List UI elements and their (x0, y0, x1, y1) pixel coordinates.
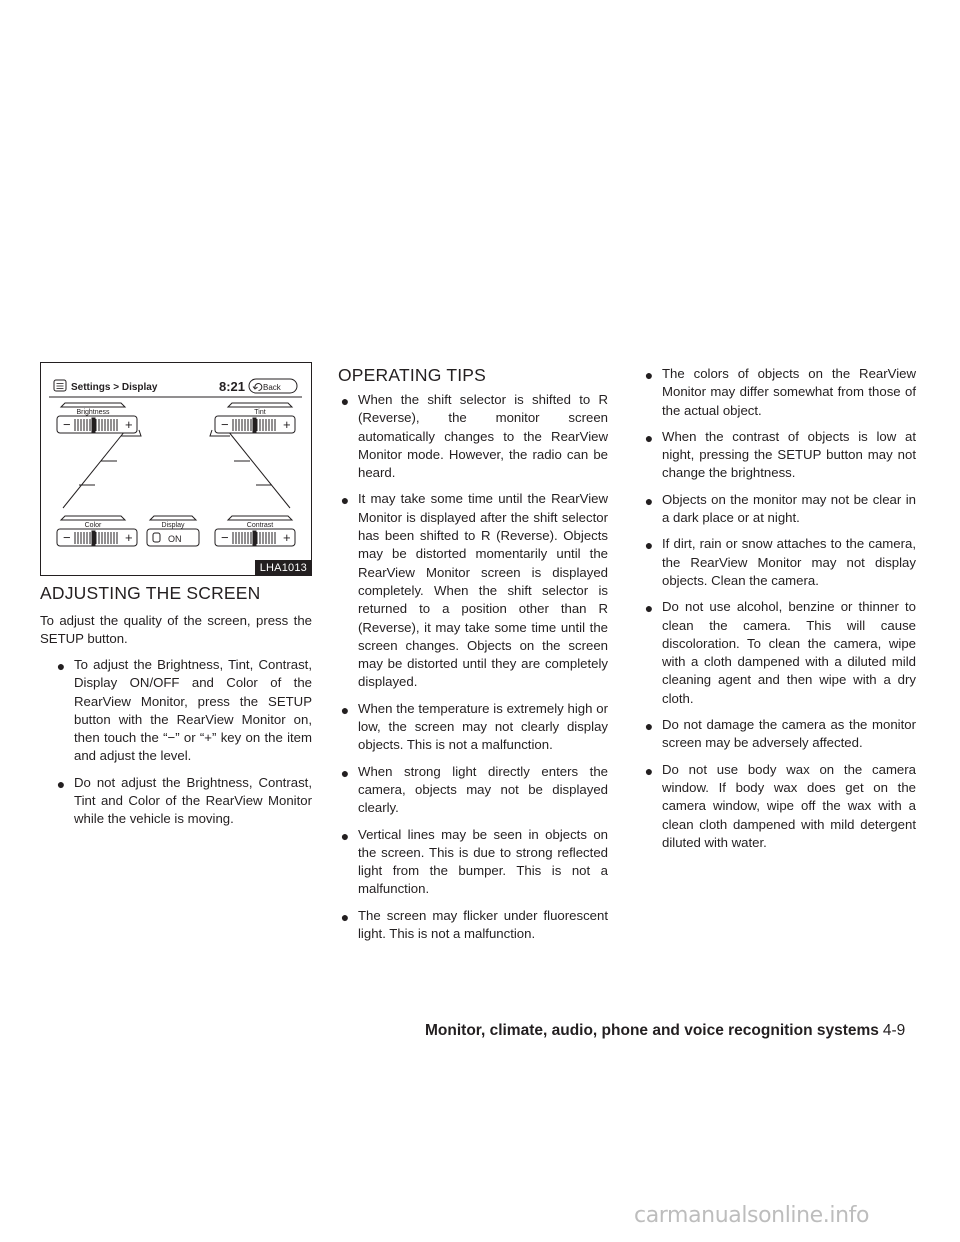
color-minus-key: − (63, 530, 71, 545)
list-item: ● Do not use alcohol, benzine or thinner to clean the camera. This will cause discoloration. To clean the camera, wipe with a cloth dampened with a diluted mild cleaning agent and then wipe with a dry cloth. (642, 598, 916, 708)
clock: 8:21 (219, 379, 246, 394)
bullet-icon: ● (644, 367, 654, 383)
color-label: Color (84, 522, 102, 529)
operating-tips-heading: OPERATING TIPS (338, 365, 487, 385)
watermark: carmanualsonline.info (634, 1203, 870, 1228)
contrast-minus-key: − (221, 530, 229, 545)
list-item: ● To adjust the Brightness, Tint, Contrast, Display ON/OFF and Color of the RearView Monitor, press the SETUP button with the RearView Monitor on, then touch the “−” or “+” key on the item and adjust the level. (54, 656, 312, 766)
tint-level-bar (233, 418, 275, 432)
bullet-icon: ● (340, 492, 350, 509)
distance-guide-lines (63, 426, 290, 508)
list-item: ● When the temperature is extremely high or low, the screen may not clearly display objects. This is not a malfunction. (338, 700, 608, 755)
brightness-plus-key: + (125, 417, 133, 432)
adjusting-intro: To adjust the quality of the screen, press the SETUP button. (40, 613, 312, 647)
bullet-icon: ● (644, 600, 654, 617)
screen-header (49, 379, 302, 397)
back-label: Back (263, 383, 281, 392)
list-item: ● Do not damage the camera as the monitor screen may be adversely affected. (642, 716, 916, 753)
list-item: ● Objects on the monitor may not be clear in a dark place or at night. (642, 491, 916, 528)
bullet-icon: ● (340, 827, 350, 844)
tint-label: Tint (254, 409, 266, 416)
bullet-icon: ● (644, 429, 654, 446)
contrast-plus-key: + (283, 530, 291, 545)
figure-code: LHA1013 (255, 560, 311, 575)
operating-tips-list-col2 (338, 391, 608, 951)
page-footer (425, 1022, 905, 1040)
setup-menu-icon (54, 380, 66, 391)
brightness-control[interactable] (57, 403, 137, 433)
bullet-icon: ● (644, 718, 654, 735)
bullet-icon: ● (340, 908, 350, 925)
bullet-icon: ● (644, 492, 654, 509)
list-item: ● When the shift selector is shifted to R (Reverse), the monitor screen automatically changes to the RearView Monitor mode. However, the radio can be heard. (338, 391, 608, 482)
display-value: ON (168, 534, 182, 544)
adjusting-bullet-list (54, 656, 312, 837)
bullet-icon: ● (340, 764, 350, 781)
contrast-label: Contrast (246, 522, 274, 529)
footer-section-title: Monitor, climate, audio, phone and voice recognition systems (425, 1022, 879, 1039)
contrast-level-bar (233, 531, 275, 545)
adjusting-screen-heading: ADJUSTING THE SCREEN (40, 583, 261, 603)
list-item: ● If dirt, rain or snow attaches to the camera, the RearView Monitor may not display objects. Clean the camera. (642, 535, 916, 590)
bullet-icon: ● (56, 658, 66, 674)
bullet-icon: ● (644, 762, 654, 779)
contrast-control[interactable] (215, 516, 295, 546)
page-number: 4-9 (882, 1022, 906, 1039)
color-control[interactable] (57, 516, 137, 546)
tint-control[interactable] (215, 403, 295, 433)
tint-minus-key: − (221, 417, 229, 432)
display-toggle[interactable] (147, 516, 199, 546)
list-item: ● When the contrast of objects is low at night, pressing the SETUP button may not change the brightness. (642, 428, 916, 483)
brightness-level-bar (75, 418, 117, 432)
list-item: ● The screen may flicker under fluorescent light. This is not a malfunction. (338, 907, 608, 944)
screen-title: Settings > Display (71, 382, 158, 393)
brightness-label: Brightness (76, 409, 110, 416)
rearview-monitor-display-settings-figure (40, 362, 312, 576)
display-settings-illustration (41, 363, 310, 574)
bullet-icon: ● (56, 775, 66, 792)
brightness-minus-key: − (63, 417, 71, 432)
operating-tips-list-col3 (642, 365, 916, 860)
list-item: ● Vertical lines may be seen in objects on the screen. This is due to strong reflected light from the bumper. This is not a malfunction. (338, 826, 608, 899)
color-level-bar (75, 531, 117, 545)
color-plus-key: + (125, 530, 133, 545)
list-item: ● The colors of objects on the RearView Monitor may differ somewhat from those of the actual object. (642, 365, 916, 420)
display-label: Display (161, 522, 185, 529)
list-item: ● Do not adjust the Brightness, Contrast, Tint and Color of the RearView Monitor while the vehicle is moving. (54, 774, 312, 829)
list-item: ● It may take some time until the RearView Monitor is displayed after the shift selector has been shifted to R (Reverse). Objects may be distorted momentarily until the RearView Monitor screen is displayed completely. When the shift selector is returned to a position other than R (Reverse), it may take some time until the screen changes. Objects on the screen may be distorted until they are completely displayed. (338, 490, 608, 691)
list-item: ● When strong light directly enters the camera, objects may not be displayed clearly. (338, 763, 608, 818)
list-item: ● Do not use body wax on the camera window. If body wax does get on the camera window, wipe off the wax with a clean cloth dampened with mild detergent diluted with water. (642, 761, 916, 852)
bullet-icon: ● (340, 393, 350, 409)
tint-plus-key: + (283, 417, 291, 432)
bullet-icon: ● (644, 537, 654, 554)
bullet-icon: ● (340, 701, 350, 718)
